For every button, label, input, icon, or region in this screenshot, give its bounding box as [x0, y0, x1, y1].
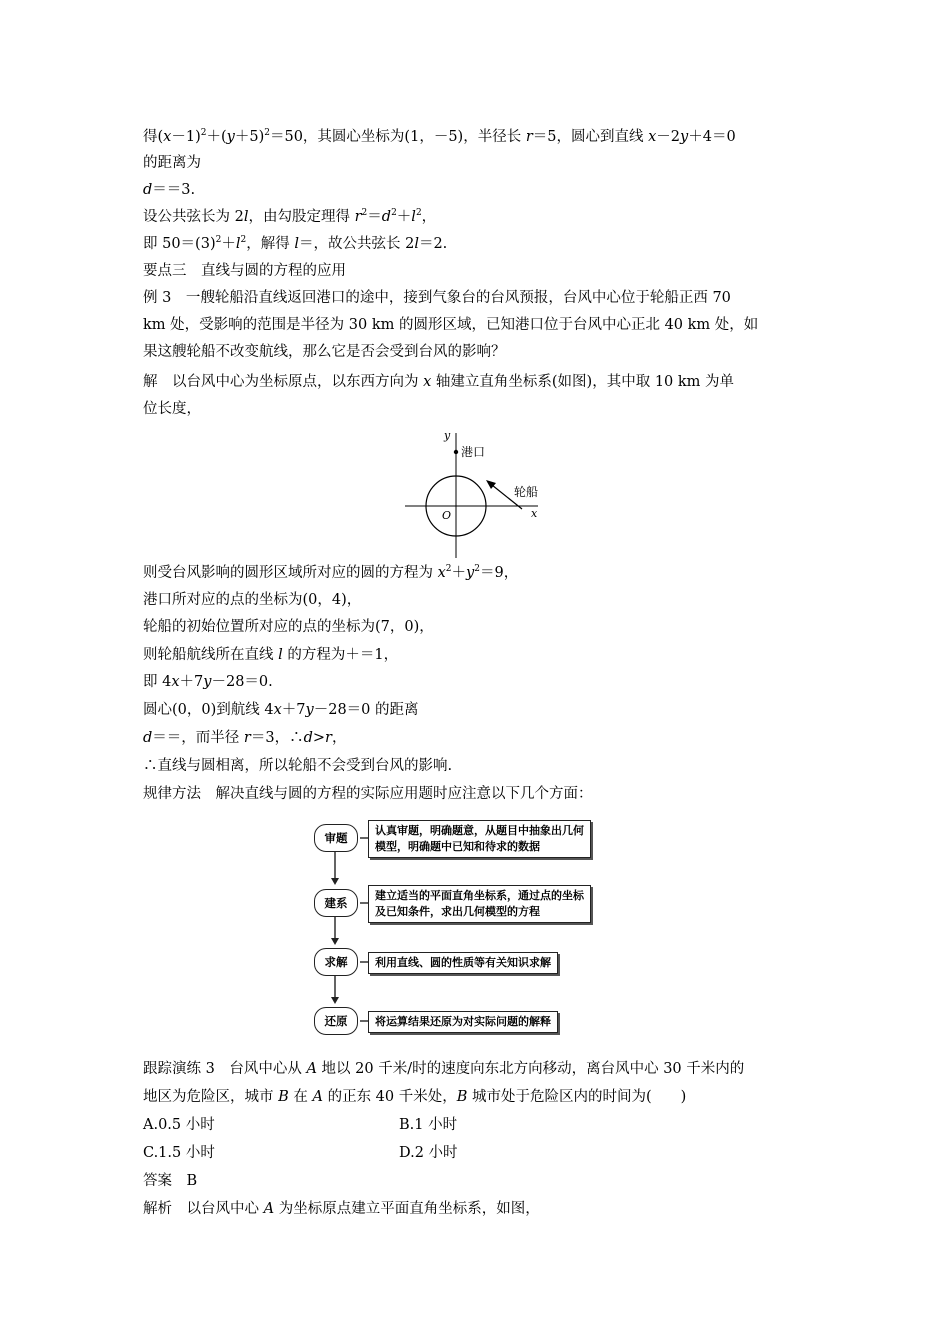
step-box-review: 认真审题，明确题意，从题目中抽象出几何 模型，明确题中已知和待求的数据	[368, 820, 591, 858]
text-line-1: 得$(x-1)^2+(y+5)^2=50$，其圆心坐标为(1，－5)，半径长 r＝5，圆心到直线 x－2y＋4＝0	[143, 128, 736, 145]
ship-label: 轮船	[514, 485, 539, 499]
text-line-5: 即 $50=(3)^2+l^2$，解得 l＝，故公共弦长 2l＝2.	[143, 235, 448, 252]
step-box-solve: 利用直线、圆的性质等有关知识求解	[368, 952, 558, 974]
option-b: B.1 小时	[399, 1117, 458, 1133]
solution-line-1: 解 以台风中心为坐标原点，以东西方向为 x 轴建立直角坐标系(如图)，其中取 10 km 为单	[143, 374, 735, 390]
conclusion-line-8: ∴直线与圆相离，所以轮船不会受到台风的影响.	[143, 758, 453, 774]
practice-3-line-1: 跟踪演练 3 台风中心从 A 地以 20 千米/时的速度向东北方向移动，离台风中心 30 千米内的	[143, 1061, 745, 1077]
x-axis-label: x	[531, 507, 538, 520]
step-box-restore: 将运算结果还原为对实际问题的解释	[368, 1011, 558, 1033]
text-line-4: 设公共弦长为 2l，由勾股定理得 $r^2=d^2+l^2$，	[143, 208, 437, 225]
conclusion-line-3: 轮船的初始位置所对应的点的坐标为(7，0)，	[143, 619, 434, 635]
step-label-setup: 建系	[314, 889, 358, 917]
example-3-line-1: 例 3 一艘轮船沿直线返回港口的途中，接到气象台的台风预报，台风中心位于轮船正西 70	[143, 290, 731, 306]
text-line-2: 的距离为	[143, 155, 201, 171]
typhoon-coordinate-figure	[400, 425, 550, 560]
example-3-line-2: km 处，受影响的范围是半径为 30 km 的圆形区域，已知港口位于台风中心正北 40 km 处，如	[143, 317, 759, 333]
origin-label: O	[442, 509, 452, 522]
port-point	[454, 450, 458, 454]
step-label-restore: 还原	[314, 1007, 358, 1035]
option-c: C.1.5 小时	[143, 1145, 215, 1161]
text-line-3: d＝＝3.	[143, 182, 196, 198]
option-d: D.2 小时	[399, 1145, 458, 1161]
conclusion-line-5: 即 4x＋7y－28＝0.	[143, 674, 273, 690]
port-label: 港口	[461, 445, 486, 459]
conclusion-line-6: 圆心(0，0)到航线 4x＋7y－28＝0 的距离	[143, 702, 419, 718]
step-label-review: 审题	[314, 824, 358, 852]
conclusion-line-7: d＝＝，而半径 r＝3，∴d>r，	[143, 730, 347, 746]
y-axis-label: y	[444, 429, 451, 442]
example-3-line-3: 果这艘轮船不改变航线，那么它是否会受到台风的影响？	[143, 344, 506, 360]
conclusion-line-4: 则轮船航线所在直线 l 的方程为＋＝1，	[143, 647, 399, 663]
practice-3-line-2: 地区为危险区，城市 B 在 A 的正东 40 千米处，B 城市处于危险区内的时间为( )	[143, 1089, 687, 1105]
solution-line-2: 位长度，	[143, 401, 201, 417]
step-box-setup: 建立适当的平面直角坐标系，通过点的坐标 及已知条件，求出几何模型的方程	[368, 885, 591, 923]
analysis-line-1: 解析 以台风中心 A 为坐标原点建立平面直角坐标系，如图，	[143, 1201, 540, 1217]
conclusion-line-2: 港口所对应的点的坐标为(0，4)，	[143, 592, 362, 608]
section-title: 要点三 直线与圆的方程的应用	[143, 263, 346, 279]
method-flowchart	[312, 818, 644, 1048]
method-summary: 规律方法 解决直线与圆的方程的实际应用题时应注意以下几个方面：	[143, 786, 593, 802]
answer-line: 答案 B	[143, 1173, 198, 1189]
step-label-solve: 求解	[314, 948, 358, 976]
option-a: A.0.5 小时	[143, 1117, 215, 1133]
conclusion-line-1: 则受台风影响的圆形区域所对应的圆的方程为 $x^2+y^2=9$，	[143, 564, 519, 581]
